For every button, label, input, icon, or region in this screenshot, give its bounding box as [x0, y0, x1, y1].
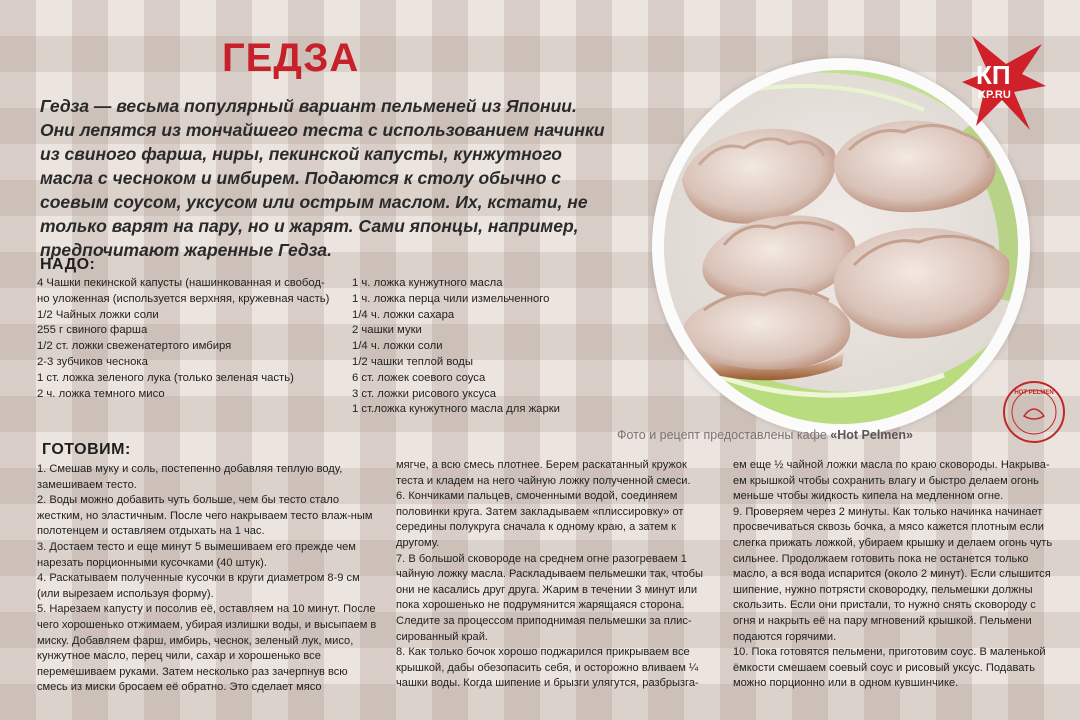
- step-text: 1. Смешав муку и соль, постепенно добавляя теплую воду, замешиваем тесто.: [37, 463, 343, 491]
- step-text: 7. В большой сковороде на среднем огне разогреваем 1 чайную ложку масла. Раскладываем пельмешки так, чтобы они не касались друг друга. Жарим в течении 3 минут или пока хорошенько не подрумянится жарящаяся сторона. Следите за процессом приподнимая пельмешки за плис-сированный край.: [396, 552, 703, 643]
- hot-pelmen-stamp: [1002, 380, 1066, 444]
- step-text: ем еще ½ чайной ложки масла по краю сковороды. Накрыва-ем крышкой чтобы сохранить влагу и быстро делаем огонь меньше чтобы жидкость кипела на медленном огне.: [733, 459, 1050, 503]
- kp-logo: [962, 34, 1046, 134]
- step-text: 10. Пока готовятся пельмени, приготовим соус. В маленькой ёмкости смешаем соевый соус и рисовый уксус. Подавать можно порционно или в одном кувшинчике.: [733, 646, 1046, 690]
- ingredient-item: 4 Чашки пекинской капусты (нашинкованная и свобод-: [37, 277, 325, 289]
- step-text: 4. Раскатываем полученные кусочки в круги диаметром 8-9 см (или вырезаем используя форму).: [37, 572, 360, 600]
- ingredient-item: 1/2 ст. ложки свеженатертого имбиря: [37, 340, 232, 353]
- stamp-text: HOT PELMEN: [1014, 390, 1054, 396]
- ingredient-item: 1 ст.ложка кунжутного масла для жарки: [352, 403, 560, 416]
- ingredient-item: 3 ст. ложки рисового уксуса: [352, 387, 497, 400]
- step-text: 9. Проверяем через 2 минуты. Как только начинка начинает просвечиваться сквозь бочка, а мясо кажется плотным если слегка прижать ложкой, убираем крышку и делаем огонь чуть сильнее. Продолжаем готовить пока не останется только масло, а вся вода испарится (около 2 минут). Если слышится шипение, нужно потрясти сковородку, пельмешки должны скользить. Если они пристали, то нужно снять сковороду с огня и накрыть её на пару мгновений крышкой. Пельмени подаются горячими.: [733, 505, 1053, 643]
- ingredient-item: 2-3 зубчиков чеснока: [37, 355, 148, 368]
- ingredient-item: 255 г свиного фарша: [37, 324, 148, 337]
- step-text: 8. Как только бочок хорошо поджарился прикрываем все крышкой, дабы обезопасить себя, и осторожно вливаем ¼ чашки воды. Когда шипение и брызги улягутся, разбрызга-: [396, 646, 699, 690]
- steps-column-1: [37, 462, 377, 696]
- cooking-heading: ГОТОВИМ:: [42, 441, 131, 458]
- steps-column-2: [396, 458, 711, 692]
- photo-caption: [617, 428, 913, 442]
- step-text: мягче, а всю смесь плотнее. Берем раскатанный кружок теста и кладем на него чайную ложку полученной смеси.: [396, 459, 691, 487]
- step-text: 2. Воды можно добавить чуть больше, чем бы тесто стало жестким, но эластичным. После чего накрываем тесто влаж-ным полотенцем и оставляем отдыхать на 1 час.: [37, 494, 373, 538]
- intro-paragraph: Гедза — весьма популярный вариант пельменей из Японии. Они лепятся из тончайшего теста с использованием начинки из свиного фарша, ниры, пекинской капусты, кунжутного масла с чесноком и имбирем. Подаются к столу обычно с соевым соусом, уксусом или острым маслом. Их, кстати, не только варят на пару, но и жарят. Сами японцы, например, предпочитают жаренные Гедза.: [40, 96, 605, 260]
- ingredients-list-right: [352, 276, 602, 418]
- ingredients-heading: НАДО:: [40, 256, 96, 273]
- caption-brand: «Hot Pelmen»: [830, 428, 913, 442]
- ingredients-list-left: [37, 276, 337, 402]
- ingredient-item: 1/4 ч. ложки сахара: [352, 308, 455, 321]
- ingredient-item: 1 ст. ложка зеленого лука (только зеленая часть): [37, 371, 294, 384]
- step-text: 5. Нарезаем капусту и посолив её, оставляем на 10 минут. После чего хорошенько отжимаем, убирая излишки воды, и высыпаем в миску. Добавляем фарш, имбирь, чеснок, зеленый лук, мисо, кунжутное масло, перец чили, сахар и хорошенько все перемешиваем руками. Затем несколько раз зачерпнув всю смесь из миски бросаем её обратно. Это сделает мясо: [37, 603, 377, 694]
- step-text: 6. Кончиками пальцев, смоченными водой, соединяем половинки круга. Затем закладываем «плиссировку» от середины полукруга сначала к одному краю, а затем к другому.: [396, 490, 684, 549]
- step-text: 3. Достаем тесто и еще минут 5 вымешиваем его прежде чем нарезать порционными кусочками (40 штук).: [37, 540, 356, 569]
- caption-prefix: Фото и рецепт предоставлены кафе: [617, 428, 831, 442]
- kp-logo-site: KP.RU: [978, 89, 1011, 101]
- steps-column-3: [733, 458, 1053, 692]
- ingredient-item: 1/2 чашки теплой воды: [352, 355, 473, 368]
- ingredient-item: но уложенная (используется верхняя, кружевная часть): [37, 292, 330, 305]
- ingredient-item: 6 ст. ложек соевого соуса: [352, 371, 486, 384]
- ingredient-item: 1/2 Чайных ложки соли: [37, 308, 159, 321]
- ingredient-item: 1 ч. ложка кунжутного масла: [352, 277, 503, 289]
- ingredient-item: 2 ч. ложка темного мисо: [37, 387, 165, 400]
- ingredient-item: 1 ч. ложка перца чили измельченного: [352, 292, 550, 305]
- recipe-title: ГЕДЗА: [222, 36, 360, 80]
- ingredient-item: 1/4 ч. ложки соли: [352, 340, 443, 353]
- kp-logo-text: КП: [976, 60, 1011, 90]
- ingredient-item: 2 чашки муки: [352, 324, 422, 337]
